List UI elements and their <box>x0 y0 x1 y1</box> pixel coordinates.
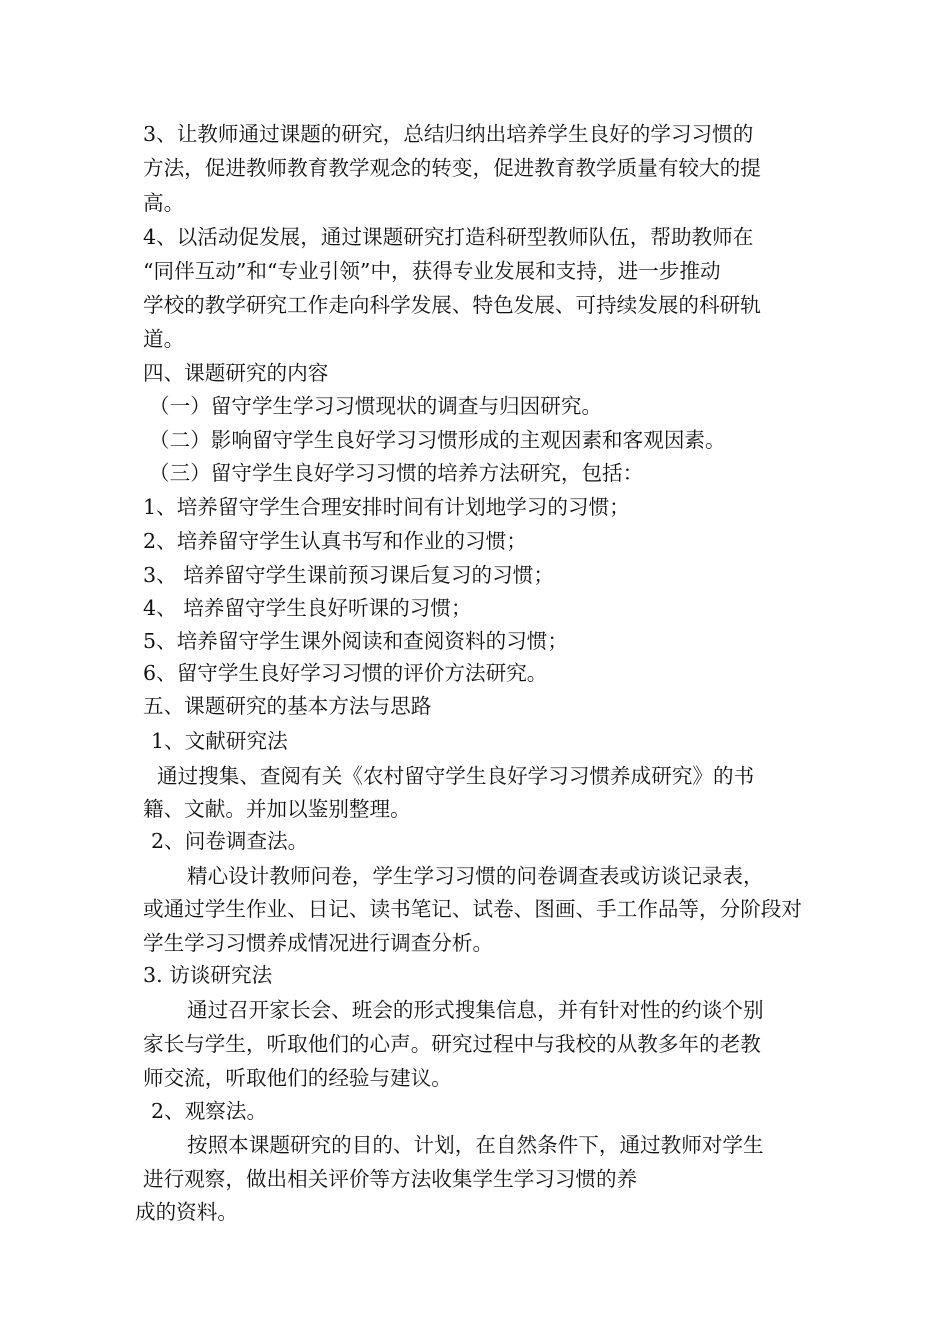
section-heading: 五、课题研究的基本方法与思路 <box>143 694 432 718</box>
text-line: 学校的教学研究工作走向科学发展、特色发展、可持续发展的科研轨 <box>143 293 761 317</box>
text-line: “同伴互动”和“专业引领”中，获得专业发展和支持，进一步推动 <box>143 259 721 283</box>
list-item: 4、 培养留守学生良好听课的习惯； <box>143 596 472 620</box>
text-line: 师交流，听取他们的经验与建议。 <box>143 1066 452 1090</box>
subheading: 2、问卷调查法。 <box>151 829 309 853</box>
text-line: 按照本课题研究的目的、计划，在自然条件下，通过教师对学生 <box>187 1133 764 1157</box>
text-line: 精心设计教师问卷，学生学习习惯的问卷调查表或访谈记录表， <box>187 864 764 888</box>
text-line: 成的资料。 <box>135 1200 238 1224</box>
text-line: 学生学习习惯养成情况进行调查分析。 <box>143 931 494 955</box>
subheading: 1、文献研究法 <box>151 729 288 753</box>
text-line: 3、让教师通过课题的研究，总结归纳出培养学生良好的学习习惯的 <box>143 122 754 146</box>
list-item: 3、 培养留守学生课前预习课后复习的习惯； <box>143 563 554 587</box>
text-line: 通过搜集、查阅有关《农村留守学生良好学习习惯养成研究》的书 <box>157 764 755 788</box>
list-item: 1、培养留守学生合理安排时间有计划地学习的习惯； <box>143 495 630 519</box>
section-heading: 四、课题研究的内容 <box>143 361 329 385</box>
text-line: 进行观察，做出相关评价等方法收集学生学习习惯的养 <box>143 1167 638 1191</box>
text-line: 通过召开家长会、班会的形式搜集信息，并有针对性的约谈个别 <box>187 998 764 1022</box>
text-line: （二）影响留守学生良好学习习惯形成的主观因素和客观因素。 <box>149 428 726 452</box>
text-line: （三）留守学生良好学习习惯的培养方法研究，包括： <box>149 461 644 485</box>
list-item: 6、留守学生良好学习习惯的评价方法研究。 <box>143 661 548 685</box>
text-line: 籍、文献。并加以鉴别整理。 <box>143 797 411 821</box>
text-line: （一）留守学生学习习惯现状的调查与归因研究。 <box>149 394 603 418</box>
list-item: 5、培养留守学生课外阅读和查阅资料的习惯； <box>143 629 568 653</box>
text-line: 高。 <box>143 191 185 215</box>
subheading: 2、观察法。 <box>151 1099 268 1123</box>
text-line: 方法，促进教师教育教学观念的转变，促进教育教学质量有较大的提 <box>143 156 761 180</box>
text-line: 道。 <box>143 327 185 351</box>
list-item: 2、培养留守学生认真书写和作业的习惯； <box>143 529 527 553</box>
subheading: 3. 访谈研究法 <box>143 963 273 987</box>
text-line: 4、以活动促发展，通过课题研究打造科研型教师队伍，帮助教师在 <box>143 225 754 249</box>
text-line: 或通过学生作业、日记、读书笔记、试卷、图画、手工作品等，分阶段对 <box>143 897 802 921</box>
text-line: 家长与学生，听取他们的心声。研究过程中与我校的从教多年的老教 <box>143 1032 761 1056</box>
